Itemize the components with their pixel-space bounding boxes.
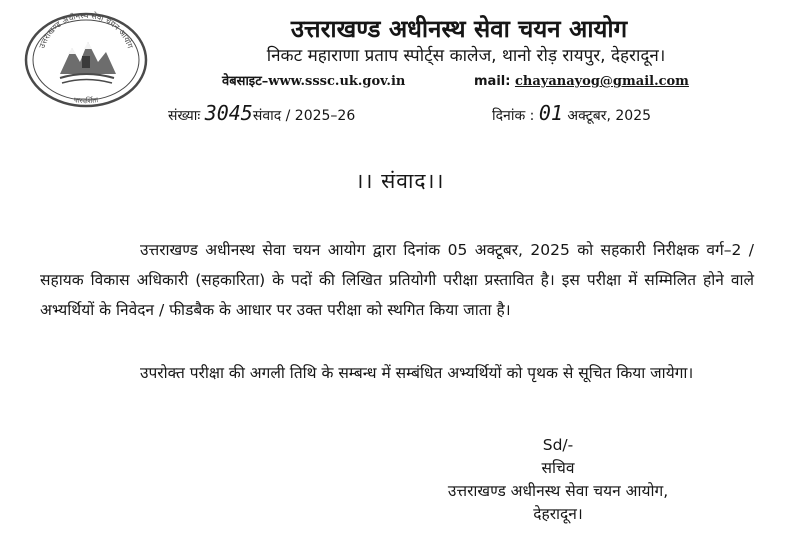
signature-sd: Sd/- bbox=[542, 436, 574, 454]
notice-subject: ।। संवाद।। bbox=[355, 169, 445, 193]
mail-block bbox=[474, 72, 689, 92]
website-link[interactable]: www.sssc.uk.gov.in bbox=[268, 74, 406, 89]
date-text: अक्टूबर, 2025 bbox=[567, 108, 652, 124]
organization-name: उत्तराखण्ड अधीनस्थ सेवा चयन आयोग bbox=[290, 15, 628, 43]
reference-row bbox=[168, 100, 708, 126]
signature-city: देहरादून। bbox=[533, 505, 583, 523]
svg-text:पारदर्शिता bbox=[73, 96, 98, 105]
seal-bottom-text: पारदर्शिता bbox=[73, 96, 99, 106]
svg-text:उत्तराखण्ड अधीनस्थ सेवा चयन आय bbox=[37, 10, 134, 50]
website-label: वेबसाइट– bbox=[222, 74, 269, 89]
organization-address: निकट महाराणा प्रताप स्पोर्ट्स कालेज, थानो रोड़ रायपुर, देहरादून। bbox=[266, 46, 666, 66]
reference-number-label: संख्याः bbox=[168, 108, 201, 124]
notice-paragraph-1: उत्तराखण्ड अधीनस्थ सेवा चयन आयोग द्वारा दिनांक 05 अक्टूबर, 2025 को सहकारी निरीक्षक वर्ग–2 / सहायक विकास अधिकारी (सहकारिता) के पदों की लिखित प्रतियोगी परीक्षा प्रस्तावित है। इस परीक्षा में सम्मिलित होने वाले अभ्यर्थियों के निवेदन / फीडबैक के आधार पर उक्त परीक्षा को स्थगित किया जाता है। bbox=[40, 241, 754, 319]
reference-number-handwritten: 3045 bbox=[204, 101, 253, 125]
commission-seal-logo bbox=[20, 8, 152, 108]
email-link[interactable]: chayanayog@gmail.com bbox=[514, 74, 689, 89]
date-handwritten: 01 bbox=[538, 101, 563, 125]
contact-row bbox=[222, 72, 702, 92]
seal-top-text: उत्तराखण्ड अधीनस्थ सेवा चयन आयोग bbox=[37, 10, 135, 50]
mail-label: mail: bbox=[474, 74, 515, 89]
date-block bbox=[492, 100, 651, 129]
signature-block bbox=[388, 434, 728, 526]
reference-number-suffix: संवाद / 2025–26 bbox=[252, 108, 356, 124]
signature-organization: उत्तराखण्ड अधीनस्थ सेवा चयन आयोग, bbox=[447, 482, 669, 500]
notice-paragraph-2: उपरोक्त परीक्षा की अगली तिथि के सम्बन्ध में सम्बंधित अभ्यर्थियों को पृथक से सूचित किया जायेगा। bbox=[140, 364, 694, 382]
date-label: दिनांक : bbox=[492, 108, 535, 124]
signature-designation: सचिव bbox=[541, 459, 575, 477]
